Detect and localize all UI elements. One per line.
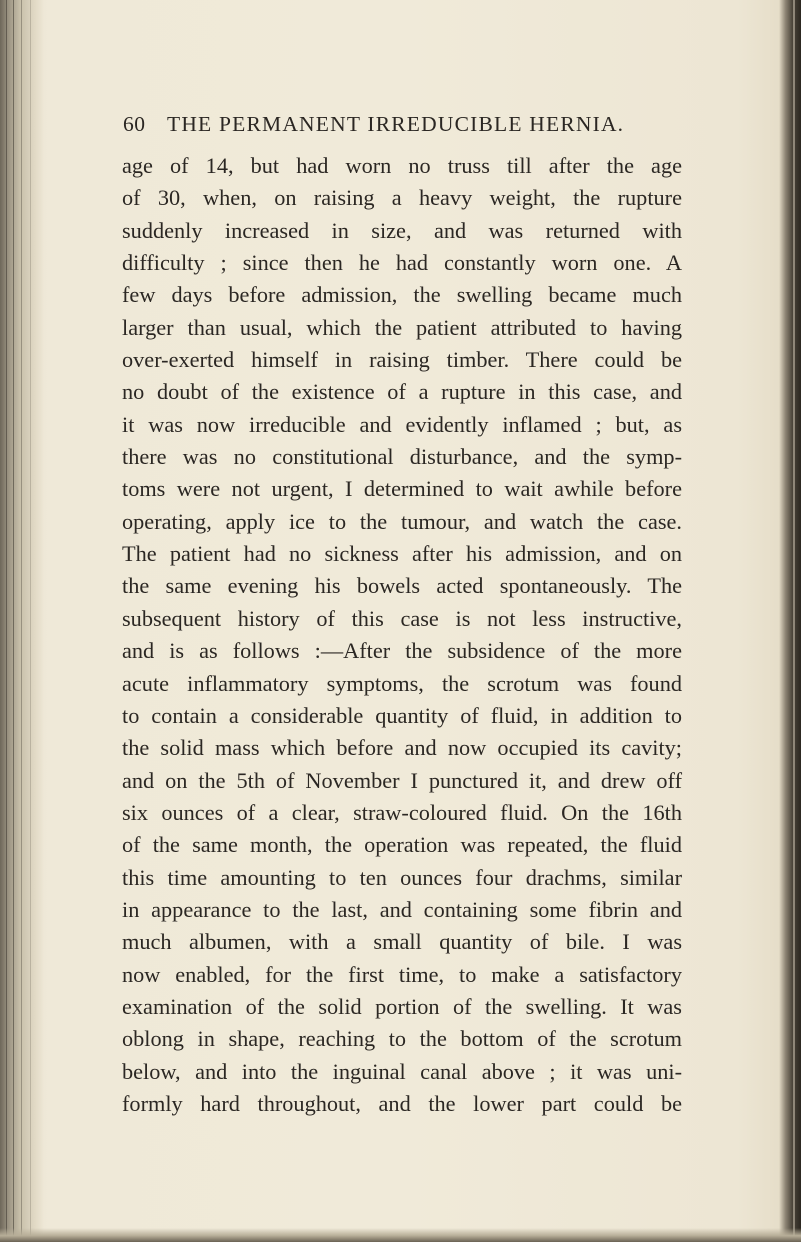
text-line: larger than usual, which the patient attributed to having	[122, 314, 682, 340]
text-line: six ounces of a clear, straw-coloured fluid. On the 16th	[122, 799, 682, 825]
text-line: subsequent history of this case is not less instructive,	[122, 605, 682, 631]
text-line: oblong in shape, reaching to the bottom of the scrotum	[122, 1026, 682, 1052]
text-line: operating, apply ice to the tumour, and watch the case.	[122, 508, 682, 534]
text-line: examination of the solid portion of the swelling. It was	[122, 993, 682, 1019]
text-line: and on the 5th of November I punctured it, and drew off	[122, 767, 682, 793]
running-title: THE PERMANENT IRREDUCIBLE HERNIA.	[167, 112, 625, 136]
running-header	[123, 112, 683, 144]
text-line: to contain a considerable quantity of fluid, in addition to	[122, 702, 682, 728]
text-line: now enabled, for the first time, to make a satisfactory	[122, 961, 682, 987]
text-line: below, and into the inguinal canal above ; it was uni-	[122, 1058, 682, 1084]
text-line: The patient had no sickness after his admission, and on	[122, 541, 682, 567]
text-line: acute inflammatory symptoms, the scrotum was found	[122, 670, 682, 696]
text-line: toms were not urgent, I determined to wait awhile before	[122, 476, 682, 502]
text-line: difficulty ; since then he had constantly worn one. A	[122, 250, 682, 276]
page-number: 60	[123, 112, 146, 136]
text-line: over-exerted himself in raising timber. There could be	[122, 347, 682, 373]
text-line: suddenly increased in size, and was returned with	[122, 217, 682, 243]
page-edge-right	[779, 0, 801, 1242]
text-line: age of 14, but had worn no truss till after the age	[122, 153, 682, 178]
text-line: and is as follows :—After the subsidence of the more	[122, 638, 682, 664]
page-edge-bottom	[0, 1228, 801, 1242]
text-line: there was no constitutional disturbance, and the symp-	[122, 444, 682, 470]
text-line: few days before admission, the swelling became much	[122, 282, 682, 308]
text-line: the solid mass which before and now occupied its cavity;	[122, 735, 682, 761]
body-text	[122, 150, 682, 1120]
text-line: the same evening his bowels acted spontaneously. The	[122, 573, 682, 599]
text-line: this time amounting to ten ounces four drachms, similar	[122, 864, 682, 890]
text-line: in appearance to the last, and containing some fibrin and	[122, 896, 682, 922]
text-line: of the same month, the operation was repeated, the fluid	[122, 832, 682, 858]
text-line: of 30, when, on raising a heavy weight, the rupture	[122, 185, 682, 211]
text-line: it was now irreducible and evidently inflamed ; but, as	[122, 411, 682, 437]
text-line: much albumen, with a small quantity of bile. I was	[122, 929, 682, 955]
text-line: formly hard throughout, and the lower part could be	[122, 1090, 682, 1116]
binding-gutter	[0, 0, 44, 1242]
text-line: no doubt of the existence of a rupture in this case, and	[122, 379, 682, 405]
